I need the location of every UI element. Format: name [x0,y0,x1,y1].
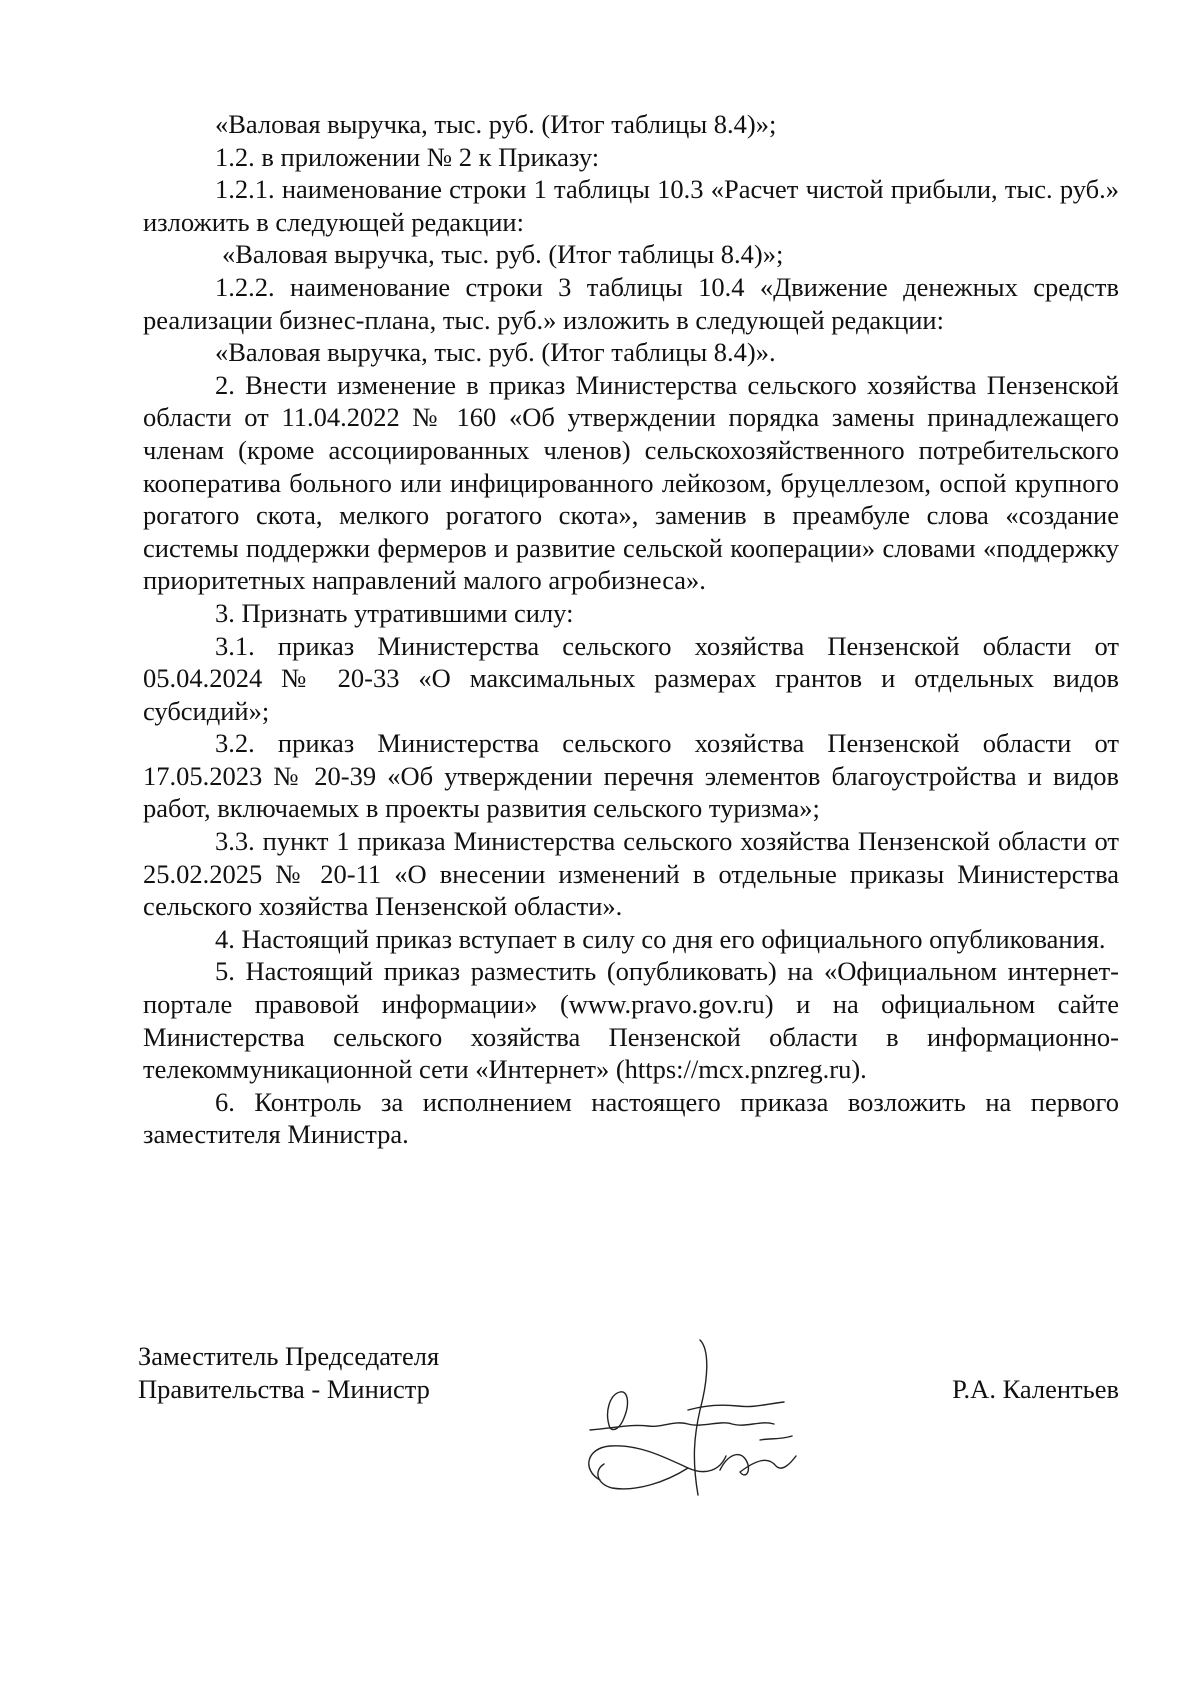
handwritten-signature [570,1320,830,1510]
signer-position-line-2: Правительства - Министр [138,1374,430,1404]
signature-stroke [720,1455,796,1475]
signature-stroke [589,1446,726,1480]
paragraph-quote-gross-revenue-3: «Валовая выручка, тыс. руб. (Итог таблицы 8.4)». [215,337,776,368]
signer-position-line-1: Заместитель Председателя [138,1341,440,1371]
paragraph-quote-gross-revenue-1: «Валовая выручка, тыс. руб. (Итог таблицы 8.4)»; [215,109,777,139]
paragraph-1-2-1: 1.2.1. наименование строки 1 таблицы 10.3 «Расчет чистой прибыли, тыс. руб.» изложить в следующей редакции: [143,174,1119,237]
signer-position [138,1340,518,1406]
signature-stroke [598,1464,688,1489]
paragraph-3-1: 3.1. приказ Министерства сельского хозяйства Пензенской области от 05.04.2024 № 20-33 «О максимальных размерах грантов и отдельных видов субсидий»; [143,630,1119,726]
paragraph-1-2: 1.2. в приложении № 2 к Приказу: [215,141,600,172]
signer-name: Р.А. Калентьев [952,1374,1119,1404]
paragraph-6: 6. Контроль за исполнением настоящего приказа возложить на первого заместителя Министра. [143,1086,1119,1150]
paragraph-2: 2. Внести изменение в приказ Министерства сельского хозяйства Пензенской области от 11.04.2022 № 160 «Об утверждении порядка замены принадлежащего членам (кроме ассоциированных членов) сельскохозяйственного потребительского кооператива больного или инфицированного лейкозом, бруцеллезом, оспой крупного рогатого скота, мелкого рогатого скота», заменив в преамбуле слова «создание системы поддержки фермеров и развитие сельской кооперации» словами «поддержку приоритетных направлений малого агробизнеса». [143,369,1119,596]
paragraph-3-2: 3.2. приказ Министерства сельского хозяйства Пензенской области от 17.05.2023 № 20-39 «Об утверждении перечня элементов благоустройства и видов работ, включаемых в проекты развития сельского туризма»; [143,728,1119,824]
paragraph-1-2-2: 1.2.2. наименование строки 3 таблицы 10.4 «Движение денежных средств реализации бизнес-плана, тыс. руб.» изложить в следующей редакции: [143,271,1119,335]
paragraph-5: 5. Настоящий приказ разместить (опубликовать) на «Официальном интернет-портале правовой информации» (www.pravo.gov.ru) и на официальном сайте Министерства сельского хозяйства Пензенской области в информационно-телекоммуникационной сети «Интернет» (https://mcx.pnzreg.ru). [143,956,1119,1085]
paragraph-3-3: 3.3. пункт 1 приказа Министерства сельского хозяйства Пензенской области от 25.02.2025 № 20-11 «О внесении изменений в отдельные приказы Министерства сельского хозяйства Пензенской области». [143,826,1119,922]
signature-stroke [760,1436,792,1440]
paragraph-4: 4. Настоящий приказ вступает в силу со дня его официального опубликования. [215,923,1106,954]
signature-stroke [608,1392,628,1430]
paragraph-quote-gross-revenue-2: «Валовая выручка, тыс. руб. (Итог таблицы 8.4)»; [222,239,784,270]
signature-block [0,1340,1200,1500]
paragraph-3: 3. Признать утратившими силу: [215,597,574,628]
document-body [143,108,1119,1151]
signature-stroke [590,1423,774,1430]
